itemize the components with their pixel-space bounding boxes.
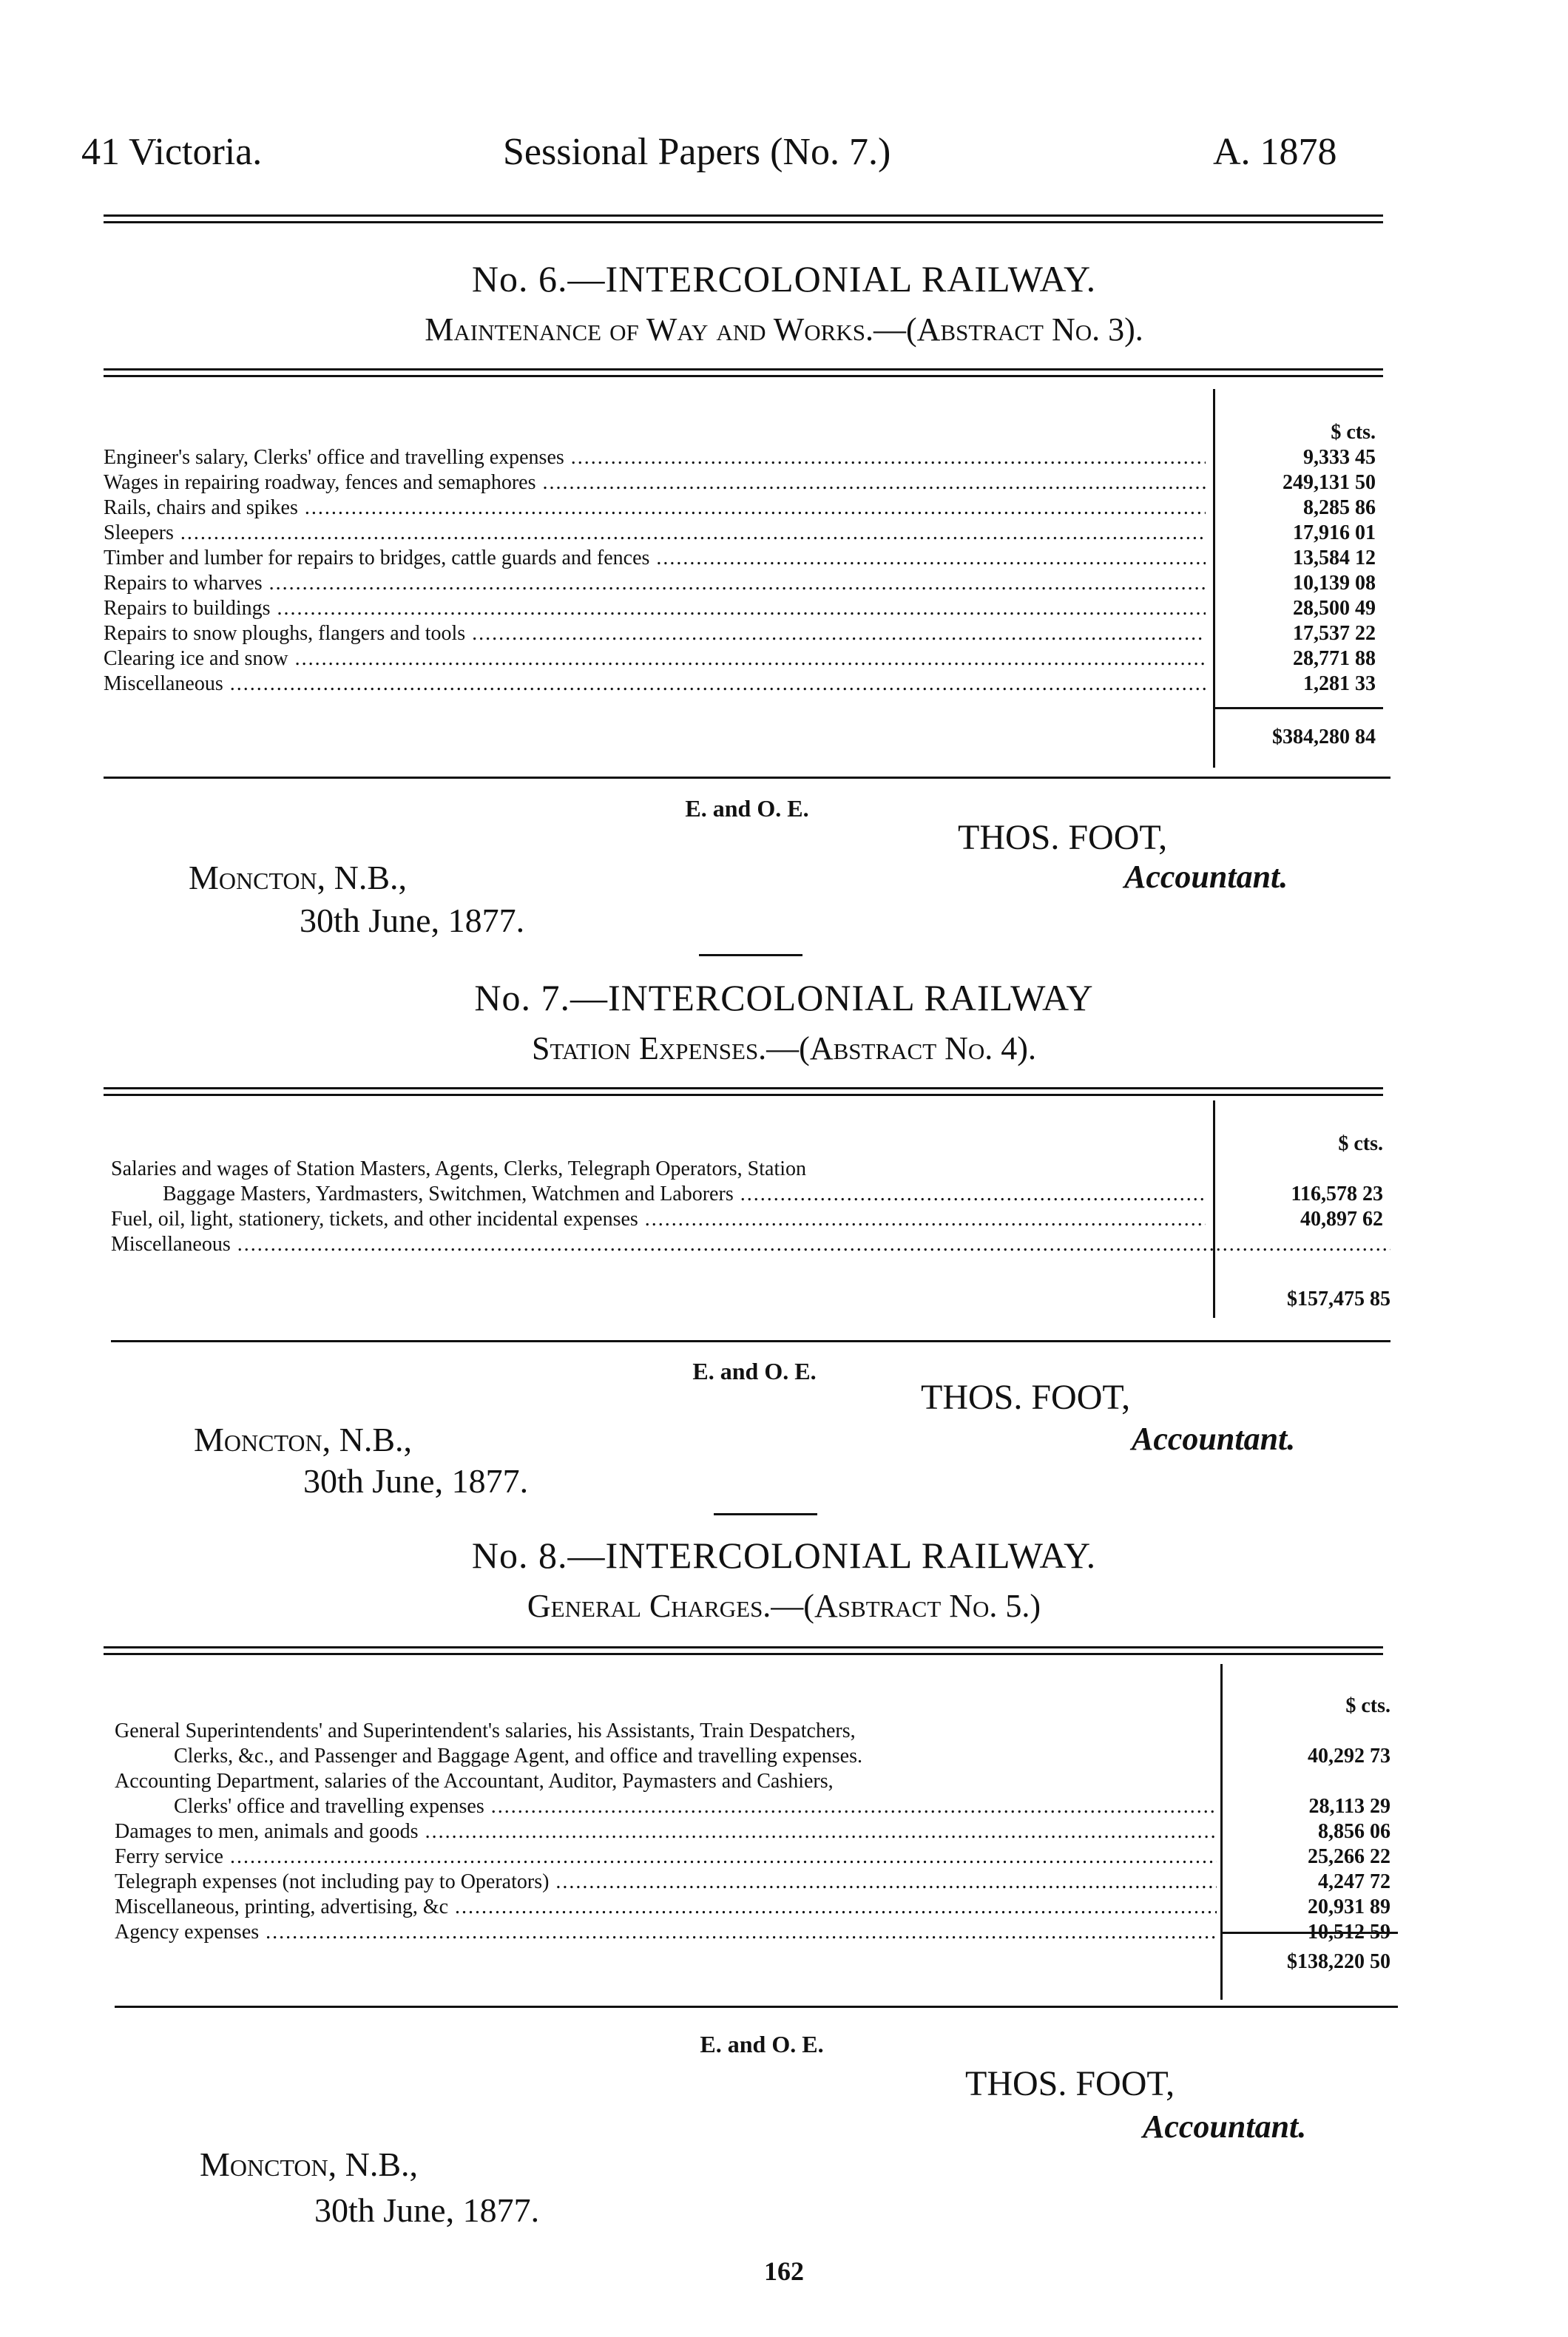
section-6-total: $384,280 84 [1272,726,1376,748]
section-7-date: 30th June, 1877. [303,1462,529,1500]
table-row: Sleepers ..... 17,916 01 [104,521,1383,546]
section-7-signatory: THOS. FOOT, [921,1378,1131,1417]
section-7-place: Moncton, N.B., [194,1421,413,1458]
table-row: Rails, chairs and spikes ..... 8,285 86 [104,496,1383,521]
table-row: Damages to men, animals and goods ..... 8,856 06 [115,1819,1398,1844]
section-8-subtitle: General Charges.—(Asbtract No. 5.) [527,1588,1041,1624]
section-7-eo: E. and O. E. [692,1358,817,1384]
table-row: Baggage Masters, Yardmasters, Switchmen, Watchmen and Laborers ..... 116,578 23 [111,1182,1390,1207]
section-6-role: Accountant. [1124,859,1288,895]
table-row: Repairs to wharves ..... 10,139 08 [104,571,1383,596]
table-row: Ferry service ..... 25,266 22 [115,1844,1398,1870]
section-7-bottom-rule [111,1340,1390,1342]
table-row: Telegraph expenses (not including pay to Operators) ..... 4,247 72 [115,1870,1398,1895]
section-8-role: Accountant. [1143,2108,1307,2145]
section-8-top-rule [104,1646,1383,1655]
section-8-total: $138,220 50 [1287,1950,1390,1973]
table-row: Miscellaneous ..... [111,1232,1390,1257]
section-6-eo: E. and O. E. [685,795,809,822]
header-title: Sessional Papers (No. 7.) [503,131,891,173]
section-7-total: $157,475 85 [1287,1288,1390,1310]
currency-header: $ cts. [1338,1132,1383,1155]
section-7-separator [714,1513,817,1515]
section-7-table [111,1132,1390,1257]
header-rule [104,214,1383,223]
table-row: Accounting Department, salaries of the Accountant, Auditor, Paymasters and Cashiers, [115,1770,834,1793]
section-8-date: 30th June, 1877. [314,2191,540,2229]
header-volume: 41 Victoria. [81,131,263,173]
table-row: Salaries and wages of Station Masters, Agents, Clerks, Telegraph Operators, Station [111,1157,806,1180]
section-8-title: No. 8.—INTERCOLONIAL RAILWAY. [471,1535,1097,1576]
table-row: Engineer's salary, Clerks' office and travelling expenses ..... 9,333 45 [104,445,1383,470]
section-6-bottom-rule [104,777,1390,779]
section-6-top-rule [104,368,1383,377]
section-6-date: 30th June, 1877. [300,902,525,939]
section-6-separator [699,954,802,956]
section-6-total-rule [1213,707,1383,709]
table-row: Repairs to buildings ..... 28,500 49 [104,596,1383,621]
table-row: Miscellaneous ..... 1,281 33 [104,672,1383,697]
table-row: General Superintendents' and Superintendent's salaries, his Assistants, Train Despatchers, [115,1719,856,1742]
section-8-total-rule [1220,1932,1398,1934]
currency-header: $ cts. [1331,421,1376,444]
section-7-top-rule [104,1087,1383,1096]
currency-header: $ cts. [1345,1694,1390,1717]
section-7-role: Accountant. [1132,1421,1296,1457]
page-number: 162 [764,2256,804,2286]
table-row: Clerks' office and travelling expenses ..... 28,113 29 [115,1794,1398,1819]
section-7-subtitle: Station Expenses.—(Abstract No. 4). [532,1030,1036,1066]
section-6-signatory: THOS. FOOT, [958,818,1168,857]
section-8-eo: E. and O. E. [700,2031,824,2057]
section-6-place: Moncton, N.B., [189,859,408,896]
section-7-title: No. 7.—INTERCOLONIAL RAILWAY [474,977,1094,1018]
section-8-place: Moncton, N.B., [200,2145,419,2183]
table-row: Timber and lumber for repairs to bridges, cattle guards and fences ..... 13,584 12 [104,546,1383,571]
table-row: Clearing ice and snow ..... 28,771 88 [104,646,1383,672]
section-6-table [104,420,1383,697]
table-row: Clerks, &c., and Passenger and Baggage Agent, and office and travelling expenses. 40,292 73 [174,1745,1390,1768]
table-row: Miscellaneous, printing, advertising, &c ..... 20,931 89 [115,1895,1398,1920]
section-8-signatory: THOS. FOOT, [965,2064,1175,2103]
section-8-table [115,1694,1398,1945]
table-row: Fuel, oil, light, stationery, tickets, and other incidental expenses ..... 40,897 62 [111,1207,1390,1232]
section-8-bottom-rule [115,2006,1398,2008]
section-6-subtitle: Maintenance of Way and Works.—(Abstract No. 3). [425,311,1143,348]
header-year: A. 1878 [1213,131,1337,173]
table-row: Agency expenses ..... 10,512 59 [115,1920,1398,1945]
table-row: Wages in repairing roadway, fences and semaphores ..... 249,131 50 [104,470,1383,496]
table-row: Repairs to snow ploughs, flangers and tools ..... 17,537 22 [104,621,1383,646]
section-6-title: No. 6.—INTERCOLONIAL RAILWAY. [471,258,1097,300]
